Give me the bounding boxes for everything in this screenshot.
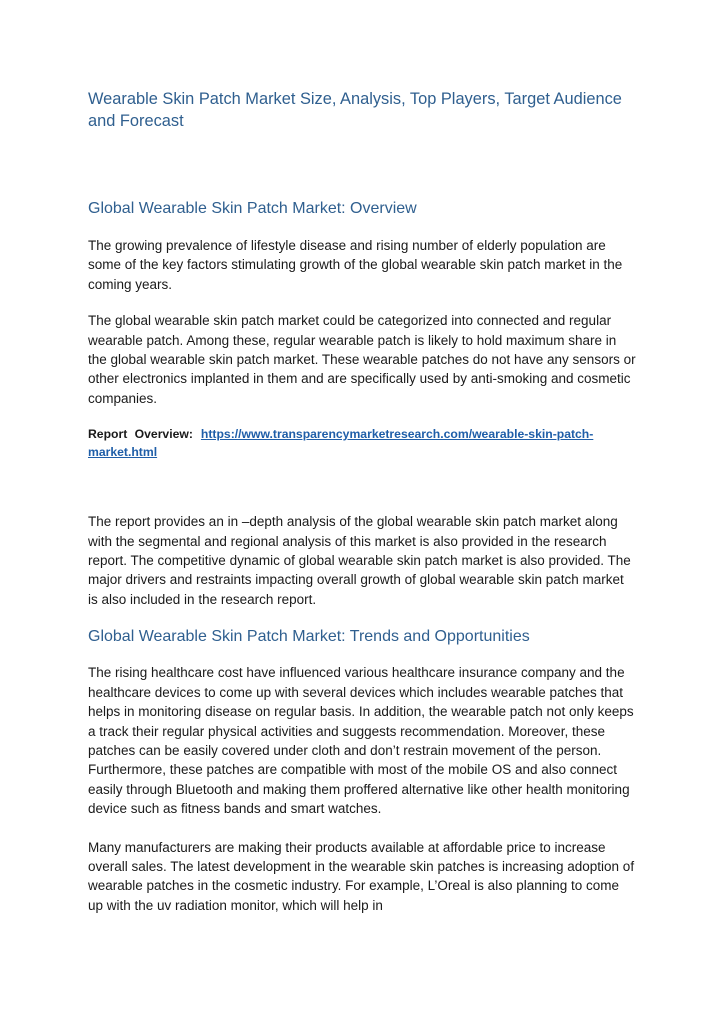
trends-paragraph-2: Many manufacturers are making their products available at affordable price to increase overall sales. The latest development in the wearable skin patches is increasing adoption of wearable patches in the cosmetic industry. For example, L’Oreal is also planning to come up with the uv radiation monitor, which will help in (88, 839, 635, 913)
overview-paragraph-2: The global wearable skin patch market could be categorized into connected and regular wearable patch. Among these, regular wearable patch is likely to hold maximum share in the global wearable skin patch market. These wearable patches do not have any sensors or other electronics implanted in them and are specifically used by anti-smoking and cosmetic companies. (88, 313, 636, 406)
analysis-paragraph: The report provides an in –depth analysis of the global wearable skin patch market along with the segmental and regional analysis of this market is also provided in the research report. The competitive dynamic of global wearable skin patch market is also provided. The major drivers and restraints impacting overall growth of global wearable skin patch market is also included in the research report. (88, 514, 631, 607)
report-overview-label: Report Overview: (88, 427, 193, 442)
trends-paragraph-1: The rising healthcare cost have influenced various healthcare insurance company and the healthcare devices to come up with several devices which includes wearable patches that helps in monitoring disease on regular basis. In addition, the wearable patch not only keeps a track their regular physical activities and suggests recommendation. Moreover, these patches can be easily covered under cloth and don’t restrain movement of the person. Furthermore, these patches are compatible with most of the mobile OS and also connect easily through Bluetooth and making them proffered alternative like other health monitoring device such as fitness bands and smart watches. (88, 665, 634, 817)
overview-paragraph-1: The growing prevalence of lifestyle disease and rising number of elderly population are some of the key factors stimulating growth of the global wearable skin patch market in the coming years. (88, 238, 623, 292)
document-title: Wearable Skin Patch Market Size, Analysis, Top Players, Target Audience and Forecast (88, 90, 622, 130)
section-heading-overview: Global Wearable Skin Patch Market: Overview (88, 200, 417, 217)
report-overview-line (88, 425, 636, 461)
section-heading-trends: Global Wearable Skin Patch Market: Trends and Opportunities (88, 628, 530, 646)
report-overview-link[interactable]: https://www.transparencymarketresearch.com/wearable-skin-patch-market.html (88, 427, 594, 460)
document-page (88, 88, 636, 915)
